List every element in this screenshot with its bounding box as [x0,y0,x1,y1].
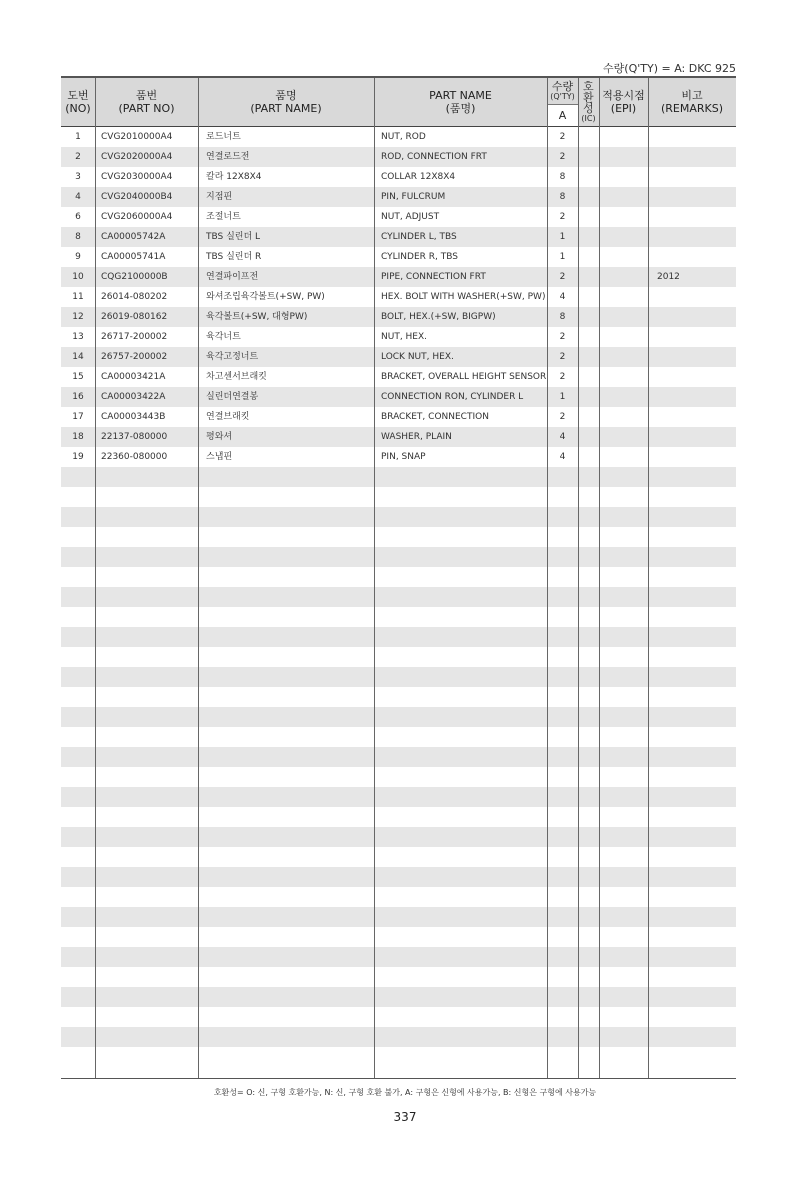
table-row [61,407,736,427]
row-part-no: 26014-080202 [101,292,168,302]
empty-table-row [61,607,736,627]
row-part-name-kr: 실린더연결봉 [206,392,259,402]
header-epi [599,78,648,126]
row-no: 8 [75,232,81,242]
table-row [61,287,736,307]
empty-table-row [61,887,736,907]
row-part-no: 22360-080000 [101,452,168,462]
empty-table-row [61,847,736,867]
row-part-name-en: PIN, FULCRUM [381,192,446,202]
row-qty: 2 [559,372,566,382]
header-eng-name-kr: (품명) [445,102,476,115]
row-part-name-kr: 육각볼트(+SW, 대형PW) [206,312,308,322]
empty-table-row [61,567,736,587]
row-part-name-en: BRACKET, OVERALL HEIGHT SENSOR [381,372,547,382]
row-no: 6 [75,212,81,222]
row-part-name-kr: 지점핀 [206,192,233,202]
row-part-no: CVG2060000A4 [101,212,173,222]
header-part-no-en: (PART NO) [118,102,175,115]
table-row [61,367,736,387]
row-part-name-en: ROD, CONNECTION FRT [381,152,487,162]
row-qty: 2 [559,352,566,362]
row-qty: 2 [559,152,566,162]
table-row [61,327,736,347]
row-part-name-kr: 평와셔 [206,432,233,442]
table-row [61,227,736,247]
header-qty-kr: 수량 [551,80,574,93]
empty-table-row [61,507,736,527]
header-part-no [95,78,198,126]
empty-table-row [61,647,736,667]
table-body [61,127,736,1067]
row-part-name-kr: 와셔조립육각볼트(+SW, PW) [206,292,325,302]
empty-table-row [61,727,736,747]
empty-table-row [61,687,736,707]
empty-table-row [61,787,736,807]
row-qty: 2 [559,332,566,342]
empty-table-row [61,927,736,947]
empty-table-row [61,527,736,547]
empty-table-row [61,487,736,507]
row-no: 17 [72,412,84,422]
row-no: 2 [75,152,81,162]
row-qty: 8 [559,312,566,322]
row-part-name-en: NUT, ROD [381,132,426,142]
table-row [61,207,736,227]
table-row [61,427,736,447]
column-divider [198,78,199,1078]
header-part-name-en: (PART NAME) [250,102,322,115]
row-part-no: CQG2100000B [101,272,168,282]
header-remarks-kr: 비고 [681,89,703,102]
empty-table-row [61,1047,736,1067]
empty-table-row [61,987,736,1007]
row-part-no: CVG2010000A4 [101,132,173,142]
row-part-no: CA00005741A [101,252,166,262]
row-part-no: 26717-200002 [101,332,168,342]
column-divider [578,78,579,1078]
row-qty: 2 [559,212,566,222]
row-part-name-kr: TBS 실린더 R [206,252,262,262]
table-row [61,347,736,367]
empty-table-row [61,1007,736,1027]
row-part-name-en: CYLINDER L, TBS [381,232,457,242]
row-part-name-en: LOCK NUT, HEX. [381,352,454,362]
header-eng-name [374,78,547,126]
column-divider [648,78,649,1078]
empty-table-row [61,547,736,567]
row-part-name-kr: TBS 실린더 L [206,232,261,242]
table-row [61,147,736,167]
row-no: 14 [72,352,84,362]
row-qty: 2 [559,132,566,142]
header-part-no-kr: 품번 [135,89,158,102]
row-part-no: CVG2030000A4 [101,172,173,182]
header-no-kr: 도번 [67,89,89,102]
row-part-name-en: BRACKET, CONNECTION [381,412,489,422]
table-row [61,267,736,287]
header-no-en: (NO) [65,102,91,115]
row-part-name-en: NUT, HEX. [381,332,428,342]
row-qty: 4 [559,432,566,442]
row-part-name-kr: 연결파이프전 [206,272,259,282]
row-qty: 8 [559,192,566,202]
row-part-name-kr: 로드너트 [206,132,241,142]
empty-table-row [61,907,736,927]
empty-table-row [61,807,736,827]
header-part-name [198,78,374,126]
header-eng-name-en: PART NAME [429,89,492,102]
row-no: 1 [75,132,81,142]
header-ic [578,78,599,126]
header-ic-en: (IC) [581,113,596,123]
empty-table-row [61,667,736,687]
row-qty: 1 [559,252,566,262]
row-no: 15 [72,372,84,382]
table-row [61,387,736,407]
header-no [61,78,95,126]
row-qty: 2 [559,412,566,422]
row-qty: 8 [559,172,566,182]
row-part-name-kr: 스냅핀 [206,452,233,462]
table-row [61,187,736,207]
row-part-name-kr: 육각너트 [206,332,241,342]
empty-table-row [61,587,736,607]
row-no: 11 [72,292,84,302]
column-divider [374,78,375,1078]
row-part-name-en: PIN, SNAP [381,452,426,462]
table-row [61,447,736,467]
row-no: 10 [72,272,84,282]
empty-table-row [61,827,736,847]
empty-table-row [61,707,736,727]
row-part-name-kr: 육각고정너트 [206,352,259,362]
row-part-name-en: CYLINDER R, TBS [381,252,458,262]
row-part-no: CVG2040000B4 [101,192,173,202]
row-part-name-kr: 조절너트 [206,212,241,222]
row-part-name-en: NUT, ADJUST [381,212,440,222]
header-qty-en: (Q'TY) [550,92,575,101]
row-qty: 4 [559,452,566,462]
row-qty: 2 [559,272,566,282]
header-epi-en: (EPI) [610,102,637,115]
row-qty: 1 [559,392,566,402]
row-no: 16 [72,392,84,402]
empty-table-row [61,1027,736,1047]
row-part-no: 26757-200002 [101,352,168,362]
row-no: 9 [75,252,81,262]
row-part-name-kr: 연결로드전 [206,152,250,162]
row-part-no: CVG2020000A4 [101,152,173,162]
row-part-name-kr: 차고센서브래킷 [206,372,267,382]
row-no: 19 [72,452,84,462]
table-row [61,127,736,147]
row-part-name-kr: 칼라 12X8X4 [206,172,262,182]
table-row [61,247,736,267]
empty-table-row [61,467,736,487]
header-ic-kr: 호환성 [583,79,594,115]
row-part-no: CA00003443B [101,412,166,422]
row-part-name-en: PIPE, CONNECTION FRT [381,272,486,282]
row-part-no: 26019-080162 [101,312,168,322]
row-part-name-en: CONNECTION RON, CYLINDER L [381,392,524,402]
row-part-no: CA00003421A [101,372,166,382]
empty-table-row [61,767,736,787]
table-row [61,307,736,327]
header-qty [547,78,578,105]
row-no: 4 [75,192,81,202]
row-part-no: CA00003422A [101,392,166,402]
compatibility-footnote: 호환성= O: 신, 구형 호환가능, N: 신, 구형 호환 불가, A: 구형은 신형에 사용가능, B: 신형은 구형에 사용가능 [213,1088,597,1097]
row-part-no: 22137-080000 [101,432,168,442]
row-no: 12 [72,312,84,322]
table-header [61,78,736,127]
header-remarks [648,78,736,126]
row-no: 18 [72,432,84,442]
table-row [61,167,736,187]
row-part-name-en: WASHER, PLAIN [381,432,452,442]
header-qty-a: A [547,105,578,126]
empty-table-row [61,947,736,967]
column-divider [547,78,548,1078]
parts-table [61,76,736,1079]
row-qty: 1 [559,232,566,242]
row-part-name-en: BOLT, HEX.(+SW, BIGPW) [381,312,496,322]
row-part-name-kr: 연결브래킷 [206,412,250,422]
column-divider [95,78,96,1078]
row-remarks: 2012 [657,272,680,282]
row-part-name-en: HEX. BOLT WITH WASHER(+SW, PW) [381,292,546,302]
row-part-name-en: COLLAR 12X8X4 [381,172,456,182]
header-epi-kr: 적용시점 [602,89,645,102]
column-divider [599,78,600,1078]
header-remarks-en: (REMARKS) [660,102,724,115]
qty-note: 수량(Q'TY) = A: DKC 925 [603,62,736,75]
empty-table-row [61,867,736,887]
page-number: 337 [393,1110,417,1124]
row-no: 13 [72,332,84,342]
empty-table-row [61,747,736,767]
header-part-name-kr: 품명 [275,89,297,102]
row-qty: 4 [559,292,566,302]
row-part-no: CA00005742A [101,232,166,242]
row-no: 3 [75,172,81,182]
empty-table-row [61,967,736,987]
empty-table-row [61,627,736,647]
